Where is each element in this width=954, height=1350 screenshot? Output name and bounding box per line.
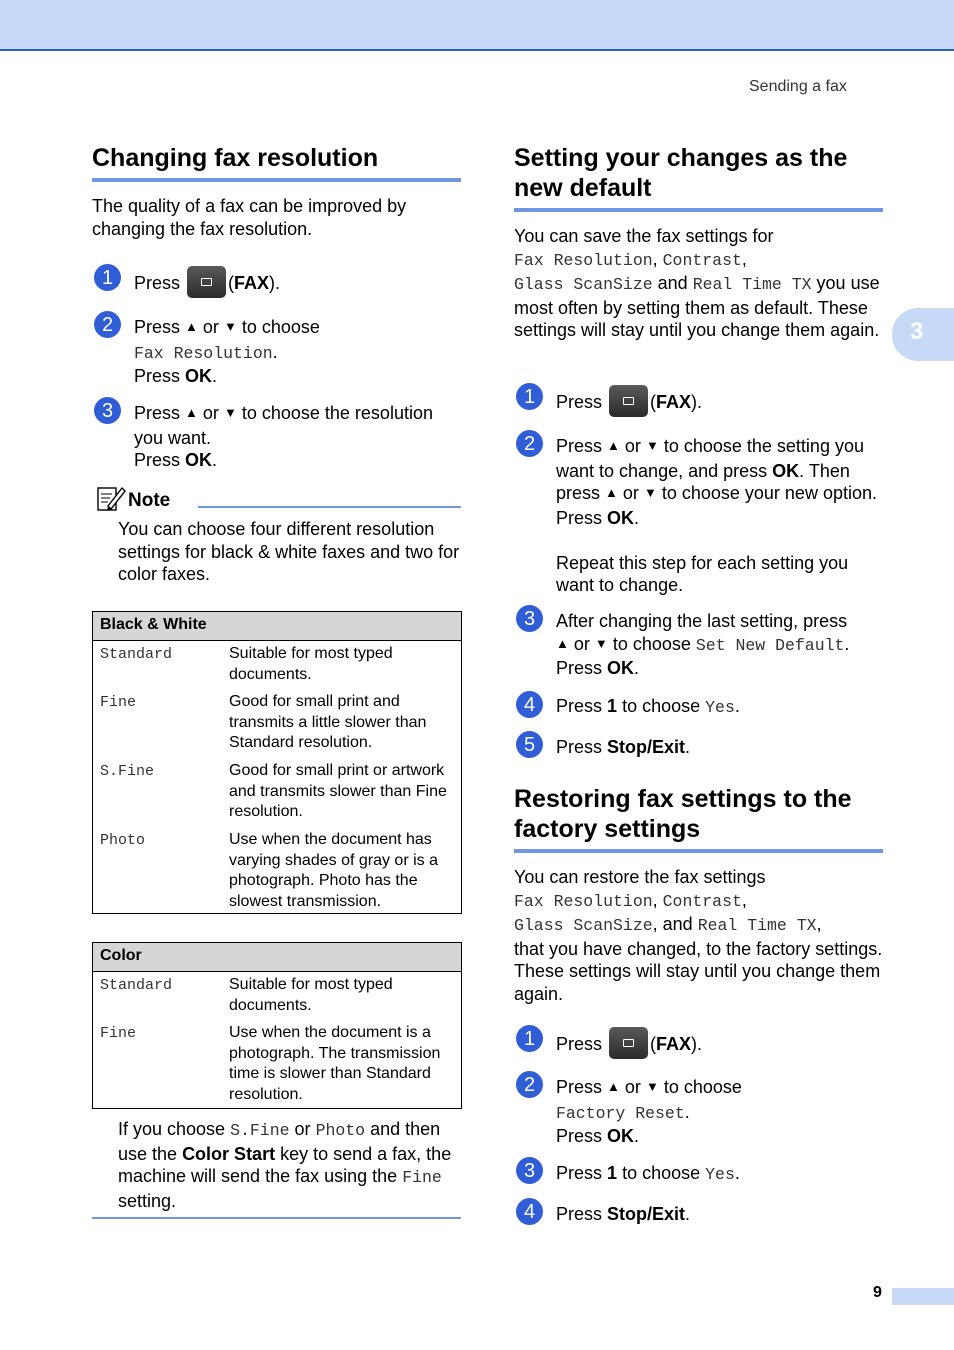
step-badge: 3 — [94, 397, 121, 424]
down-arrow-icon: ▼ — [645, 438, 659, 453]
table-row: S.Fine Good for small print or artwork and transmits slower than Fine resolution. — [100, 762, 447, 820]
up-arrow-icon: ▲ — [607, 1079, 620, 1094]
down-arrow-icon: ▼ — [643, 485, 657, 500]
down-arrow-icon: ▼ — [223, 319, 237, 334]
up-arrow-icon: ▲ — [556, 635, 569, 651]
table-row: Fine Use when the document is a photograph. The transmission time is slower than Standard resolution. — [100, 1024, 441, 1103]
top-band — [0, 0, 954, 51]
section-title-default: Setting your changes as the new default — [514, 144, 848, 202]
default-intro: You can save the fax settings for Fax Resolution, Contrast, Glass ScanSize and Real Time TX you use most often by setting them as default. These settings will stay until you change them again. — [514, 226, 880, 340]
title-rule — [92, 178, 461, 182]
step-text: Press Stop/Exit. — [556, 737, 691, 757]
chapter-number: 3 — [910, 318, 924, 345]
fax-key-icon — [609, 385, 648, 417]
up-arrow-icon: ▲ — [185, 319, 198, 334]
step-badge: 1 — [94, 264, 121, 291]
table-row: Photo Use when the document has varying shades of gray or is a photograph. Photo has the slowest transmission. — [100, 831, 438, 910]
step-text: Press ▲ or ▼ to choose the resolution you want. Press OK. — [134, 403, 433, 470]
step-badge: 2 — [516, 430, 543, 457]
step-text: Press ▲ or ▼ to choose the setting you want to change, and press OK. Then press ▲ or ▼ to choose your new option. Press OK. Repeat this step for each setting you want to change. — [556, 436, 877, 595]
table-header: Color — [93, 943, 461, 972]
section-title-resolution: Changing fax resolution — [92, 144, 379, 172]
running-header: Sending a fax — [749, 78, 847, 95]
step-text: Press Stop/Exit. — [556, 1204, 691, 1224]
step-text: Press (FAX). — [556, 1029, 886, 1061]
step-text: Press (FAX). — [556, 387, 886, 419]
color-resolution-table — [92, 942, 462, 1109]
note-pencil-icon — [96, 484, 126, 514]
fax-key-icon — [187, 266, 226, 298]
resolution-intro: The quality of a fax can be improved by changing the fax resolution. — [92, 196, 407, 239]
step-text: Press ▲ or ▼ to choose Factory Reset. Press OK. — [556, 1077, 742, 1146]
note-rule — [198, 506, 461, 508]
title-rule — [514, 208, 883, 212]
note-end-rule — [92, 1217, 461, 1219]
step-text: Press 1 to choose Yes. — [556, 696, 740, 717]
step-badge: 2 — [516, 1071, 543, 1098]
step-text: Press (FAX). — [134, 268, 454, 300]
up-arrow-icon: ▲ — [605, 485, 618, 500]
note-text: You can choose four different resolution settings for black & white faxes and two for color faxes. — [118, 519, 460, 584]
table-row: Standard Suitable for most typed documents. — [100, 645, 393, 683]
step-text: Press 1 to choose Yes. — [556, 1163, 740, 1184]
table-header: Black & White — [93, 612, 461, 641]
note-footnote: If you choose S.Fine or Photo and then use the Color Start key to send a fax, the machine will send the fax using the Fine setting. — [118, 1119, 452, 1211]
down-arrow-icon: ▼ — [645, 1079, 659, 1094]
bw-resolution-table — [92, 611, 462, 914]
fax-key-icon — [609, 1027, 648, 1059]
down-arrow-icon: ▼ — [594, 635, 608, 651]
footer-bar — [892, 1288, 954, 1305]
step-badge: 3 — [516, 1157, 543, 1184]
factory-intro: You can restore the fax settings Fax Resolution, Contrast, Glass ScanSize, and Real Time TX, that you have changed, to the factory settings. These settings will stay until you change them again. — [514, 867, 883, 1004]
title-rule — [514, 849, 883, 853]
note-title: Note — [128, 490, 171, 511]
table-row: Fine Good for small print and transmits a little slower than Standard resolution. — [100, 693, 427, 751]
page-number: 9 — [873, 1284, 882, 1301]
down-arrow-icon: ▼ — [223, 405, 237, 420]
table-row: Standard Suitable for most typed documents. — [100, 976, 393, 1014]
step-badge: 4 — [516, 691, 543, 718]
step-badge: 2 — [94, 311, 121, 338]
step-badge: 1 — [516, 1025, 543, 1052]
up-arrow-icon: ▲ — [185, 405, 198, 420]
step-badge: 1 — [516, 383, 543, 410]
section-title-factory: Restoring fax settings to the factory settings — [514, 785, 852, 843]
step-badge: 5 — [516, 731, 543, 758]
step-badge: 3 — [516, 605, 543, 632]
step-badge: 4 — [516, 1198, 543, 1225]
step-text: Press ▲ or ▼ to choose Fax Resolution. Press OK. — [134, 317, 320, 386]
step-text: After changing the last setting, press ▲ or ▼ to choose Set New Default. Press OK. — [556, 611, 850, 678]
up-arrow-icon: ▲ — [607, 438, 620, 453]
